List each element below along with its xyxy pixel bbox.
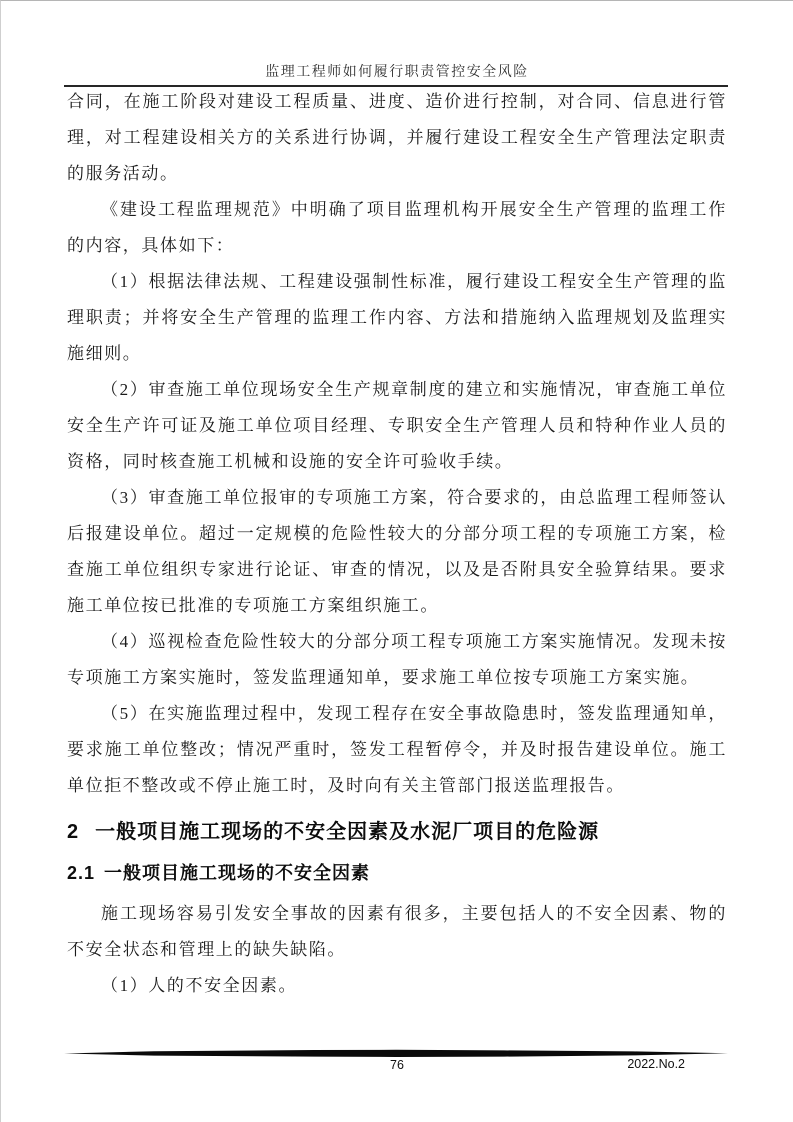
- page-content: [67, 84, 727, 1004]
- section-number: 2: [67, 821, 80, 843]
- page-number: 76: [390, 1058, 404, 1072]
- issue-label: 2022.No.2: [627, 1057, 685, 1071]
- paragraph-8: 施工现场容易引发安全事故的因素有很多，主要包括人的不安全因素、物的不安全状态和管理上的缺失缺陷。: [67, 904, 727, 959]
- paragraph-7-item-5: （5）在实施监理过程中，发现工程存在安全事故隐患时，签发监理通知单，要求施工单位整改；情况严重时，签发工程暂停令，并及时报告建设单位。施工单位拒不整改或不停止施工时，及时向有关主管部门报送监理报告。: [67, 704, 727, 795]
- subsection-number: 2.1: [67, 863, 96, 883]
- paragraph-9-item-1: （1）人的不安全因素。: [101, 976, 298, 995]
- paragraph-6-item-4: （4）巡视检查危险性较大的分部分项工程专项施工方案实施情况。发现未按专项施工方案实施时，签发监理通知单，要求施工单位按专项施工方案实施。: [67, 632, 727, 687]
- subsection-heading-2-1: [67, 854, 727, 892]
- subsection-title: 一般项目施工现场的不安全因素: [104, 863, 371, 883]
- paragraph-5-item-3: （3）审查施工单位报审的专项施工方案，符合要求的，由总监理工程师签认后报建设单位。超过一定规模的危险性较大的分部分项工程的专项施工方案，检查施工单位组织专家进行论证、审查的情况，以及是否附具安全验算结果。要求施工单位按已批准的专项施工方案组织施工。: [67, 488, 727, 615]
- paragraph-4-item-2: （2）审查施工单位现场安全生产规章制度的建立和实施情况，审查施工单位安全生产许可证及施工单位项目经理、专职安全生产管理人员和特种作业人员的资格，同时核查施工机械和设施的安全许可验收手续。: [67, 380, 727, 471]
- paragraph-1: 合同，在施工阶段对建设工程质量、进度、造价进行控制，对合同、信息进行管理，对工程建设相关方的关系进行协调，并履行建设工程安全生产管理法定职责的服务活动。: [67, 92, 727, 183]
- section-title: 一般项目施工现场的不安全因素及水泥厂项目的危险源: [95, 821, 600, 843]
- running-head: 监理工程师如何履行职责管控安全风险: [265, 65, 529, 80]
- paragraph-2: 《建设工程监理规范》中明确了项目监理机构开展安全生产管理的监理工作的内容，具体如下：: [67, 200, 727, 255]
- section-heading-2: [67, 812, 727, 852]
- paragraph-3-item-1: （1）根据法律法规、工程建设强制性标准，履行建设工程安全生产管理的监理职责；并将安全生产管理的监理工作内容、方法和措施纳入监理规划及监理实施细则。: [67, 272, 727, 363]
